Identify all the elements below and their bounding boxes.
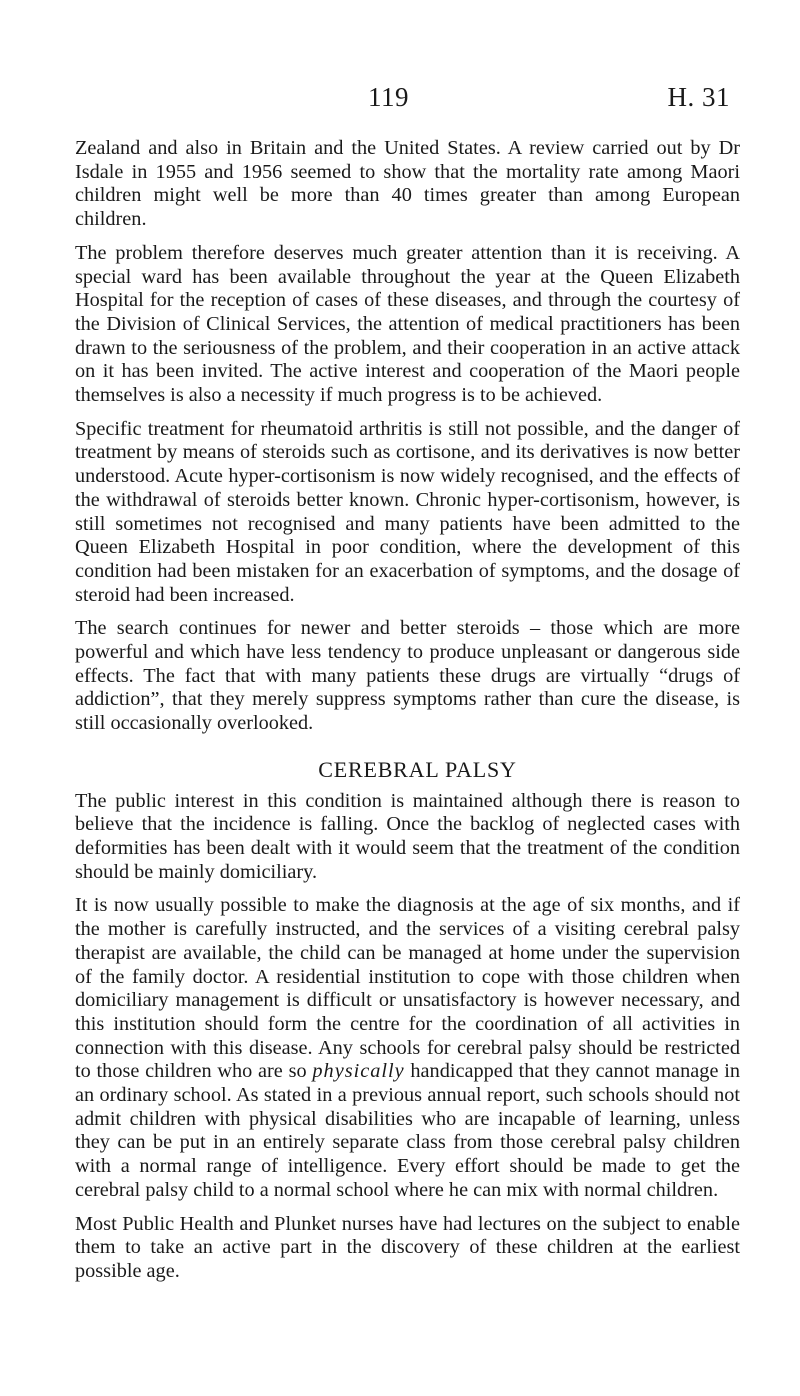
paragraph-problem-attention: The problem therefore deserves much greater attention than it is receiving. A special ward has been available throughout the year at the Queen Elizabeth Hospital for the reception of cases of these diseases, and through the courtesy of the Division of Clinical Services, the attention of medical practitioners has been drawn to the seriousness of the problem, and their cooperation in an active attack on it has been invited. The active interest and cooperation of the Maori people themselves is also a necessity if much progress is to be achieved. [75,241,740,407]
emphasis-physically: physically [312,1060,405,1083]
paragraph-public-interest: The public interest in this condition is maintained although there is reason to believe that the incidence is falling. Once the backlog of neglected cases with deformities has been dealt with it would seem that the treatment of the condition should be mainly domiciliary. [75,789,740,883]
paragraph-mortality-review: Zealand and also in Britain and the United States. A review carried out by Dr Isdale in 1955 and 1956 seemed to show that the mortality rate among Maori children might well be more than 40 times greater than among European children. [75,137,740,231]
paragraph-steroid-search: The search continues for newer and better steroids – those which are more powerful and which have less tendency to produce unpleasant or dangerous side effects. The fact that with many patients these drugs are virtually “drugs of addiction”, that they merely suppress symptoms rather than cure the disease, is still occasionally overlooked. [75,617,740,735]
paragraph-nurses-lectures: Most Public Health and Plunket nurses have had lectures on the subject to enable them to take an active part in the discovery of these children at the earliest possible age. [75,1212,740,1282]
paragraph-rheumatoid-treatment: Specific treatment for rheumatoid arthritis is still not possible, and the danger of treatment by means of steroids such as cortisone, and its derivatives is now better understood. Acute hyper-cortisonism is now widely recognised, and the effects of the withdrawal of steroids better known. Chronic hyper-cortisonism, however, is still sometimes not recognised and many patients have been admitted to the Queen Elizabeth Hospital in poor condition, where the development of this condition had been mistaken for an exacerbation of symptoms, and the dosage of steroid had been increased. [75,417,740,606]
page-header [0,82,800,122]
section-heading-cerebral-palsy: CEREBRAL PALSY [318,756,517,782]
page-number: 119 [368,82,409,112]
paragraph-diagnosis-text-start: It is now usually possible to make the diagnosis at the age of six months, and if the mother is carefully instructed, and the services of a visiting cerebral palsy therapist are available, the child can be managed at home under the supervision of the family doctor. A residential institution to cope with those children when domiciliary management is difficult or unsatisfactory is however necessary, and this institution should form the centre for the coordination of all activities in connection with this disease. Any schools for cerebral palsy should be restricted to those children who are so [75,894,740,1083]
paragraph-diagnosis-management [75,894,740,1202]
report-code: H. 31 [667,82,730,112]
document-body [75,137,740,1294]
paragraph-diagnosis-text-end: handicapped that they cannot manage in an ordinary school. As stated in a previous annual report, such schools should not admit children with physical disabilities who are incapable of learning, unless they can be put in an entirely separate class from those cerebral palsy children with a normal range of intelligence. Every effort should be made to get the cerebral palsy child to a normal school where he can mix with normal children. [75,1060,740,1201]
